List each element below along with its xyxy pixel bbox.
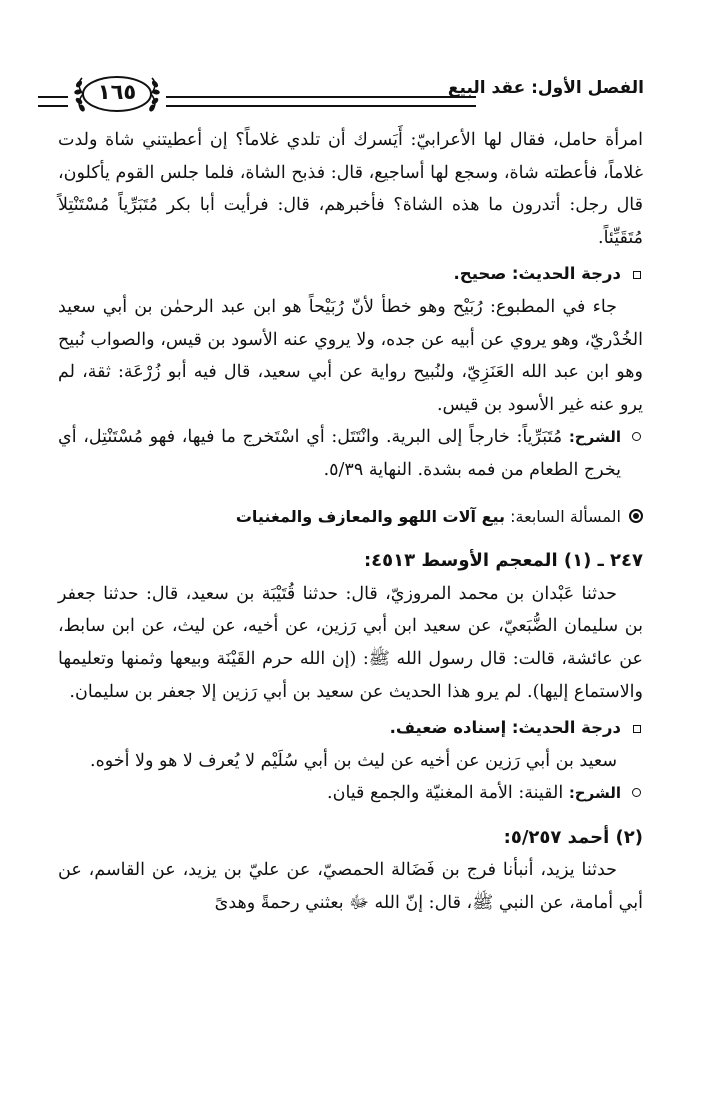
gloss-text: مُتَبَرِّياً: خارجاً إلى البرية. وانْتَتَل: أي اسْتَخرج ما فيها، فهو مُسْتَنْتِل، أي يخرج الطعام من فمه بشدة. النهاية ٥/٣٩. <box>58 427 621 480</box>
square-bullet-icon <box>633 725 641 733</box>
grade-value: إسناده ضعيف. <box>389 718 507 738</box>
gloss-label: الشرح: <box>568 428 621 447</box>
section-label: المسألة السابعة: <box>510 506 621 526</box>
gloss-1 <box>58 421 643 486</box>
hadith-grade-2 <box>58 712 643 745</box>
page-number: ١٦٥ <box>97 80 137 104</box>
paragraph-note: جاء في المطبوع: رُبَيْح وهو خطأ لأنّ رُبَيْحاً هو ابن عبد الرحمٰن بن أبي سعيد الخُدْريّ، وهو يروي عن أبيه عن جده، ولا يروي عنه الأسود بن قيس، والصواب نُبيح وهو ابن عبد الله العَنَزِيّ، ولنُبيح رواية عن أبي سعيد، قال فيه أبو زُرْعَة: ثقة، لم يرو عنه غير الأسود بن قيس. <box>58 296 643 415</box>
gloss-2 <box>58 777 643 810</box>
gloss-text: القينة: الأمة المغنيّة والجمع قيان. <box>327 783 564 804</box>
circle-bullet-icon <box>632 432 641 441</box>
gloss-label: الشرح: <box>568 784 621 803</box>
running-header <box>38 70 644 118</box>
grade-label: درجة الحديث: <box>511 718 621 738</box>
section-title: بيع آلات اللهو والمعازف والمغنيات <box>235 506 506 526</box>
section-marker-icon <box>629 509 643 523</box>
grade-value: صحيح. <box>453 264 507 284</box>
entry-heading-2: (٢) أحمد ٥/٢٥٧: <box>503 826 643 848</box>
paragraph-narration: امرأة حامل، فقال لها الأعرابيّ: أَيَسرك أن تلدي غلاماً؟ إن أعطيتني شاة ولدت غلاماً، فأعطته شاة، وسجع لها أساجيع، قال: فذبح الشاة، فلما جلس القوم يأكلون، قال رجل: أتدرون ما هذه الشاة؟ فأخبرهم، قال: فرأيت أبا بكر مُتَبَرِّياً مُسْتَنْتِلاً مُتَقَيِّئاً. <box>58 130 643 248</box>
paragraph-hadith-2: حدثنا يزيد، أنبأنا فرج بن فَضَالة الحمصيّ، عن عليّ بن يزيد، عن القاسم، عن أبي أمامة، عن النبي ﷺ، قال: إنّ الله ﷻ بعثني رحمةً وهدىً <box>58 860 643 914</box>
page-body <box>58 124 643 920</box>
square-bullet-icon <box>633 271 641 279</box>
page-number-frame <box>74 72 160 116</box>
section-heading <box>58 501 643 534</box>
paragraph-note-2: سعيد بن أبي رَزين عن أخيه عن ليث بن أبي سُلَيْم لا يُعرف لا هو ولا أخوه. <box>90 750 617 771</box>
paragraph-hadith-1: حدثنا عَبْدان بن محمد المروزيّ، قال: حدثنا قُتَيْبَة بن سعيد، قال: حدثنا جعفر بن سليمان الضُّبَعيّ، عن سعيد ابن أبي رَزين، عن أخيه، عن ليث، عن ابن سابط، عن عائشة، قالت: قال رسول الله ﷺ: (إن الله حرم القَيْنَة وبيعها وثمنها وتعليمها والاستماع إليها). لم يرو هذا الحديث عن سعيد بن أبي رَزين إلا جعفر بن سليمان. <box>58 583 643 702</box>
chapter-title: الفصل الأول: عقد البيع <box>447 78 644 98</box>
circle-bullet-icon <box>632 788 641 797</box>
hadith-grade-1 <box>58 258 643 291</box>
header-rule <box>166 96 476 107</box>
grade-label: درجة الحديث: <box>511 264 621 284</box>
entry-heading-1: ٢٤٧ ـ (١) المعجم الأوسط ٤٥١٣: <box>363 550 643 572</box>
header-rule-left <box>38 96 68 107</box>
